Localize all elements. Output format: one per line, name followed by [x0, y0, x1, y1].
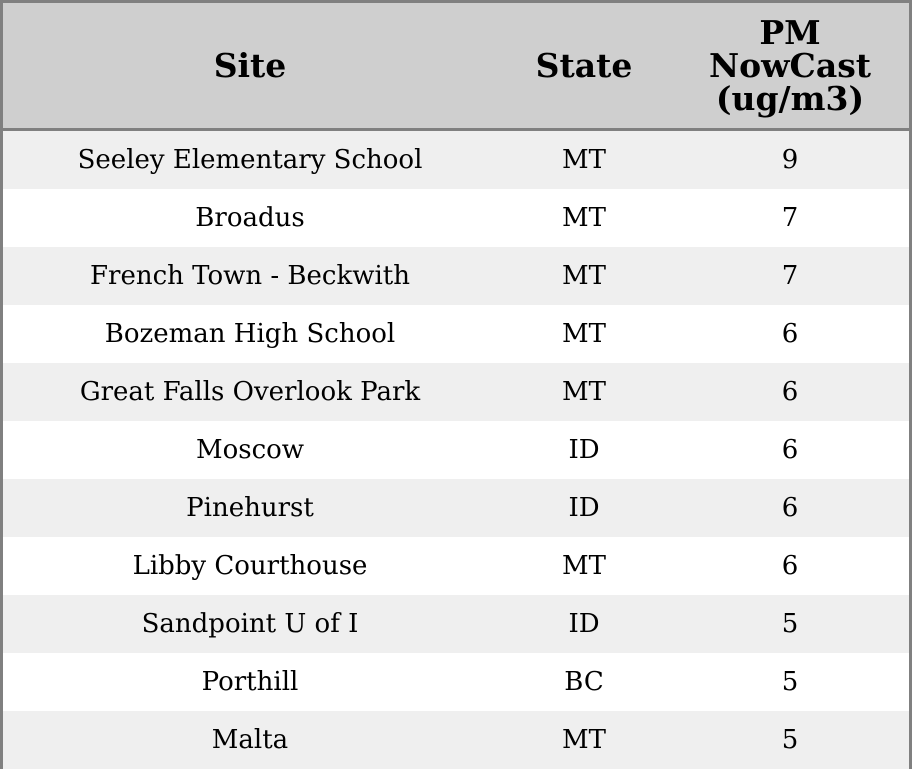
state-cell: MT — [497, 305, 671, 363]
table-body — [3, 130, 909, 769]
table-row — [3, 363, 909, 421]
pm-value-cell: 7 — [671, 189, 909, 247]
pm-value-cell: 6 — [671, 421, 909, 479]
state-cell: MT — [497, 189, 671, 247]
pm-value-cell: 6 — [671, 305, 909, 363]
pm-value-cell: 6 — [671, 363, 909, 421]
state-cell: MT — [497, 130, 671, 190]
pm-value-cell: 7 — [671, 247, 909, 305]
column-header-pm-line-3: (ug/m3) — [715, 79, 865, 118]
state-cell: ID — [497, 595, 671, 653]
header-row — [3, 3, 909, 130]
column-header-site: Site — [3, 3, 497, 130]
table-header — [3, 3, 909, 130]
column-header-pm-line-1: PM — [759, 13, 821, 52]
table-row — [3, 711, 909, 769]
pm-value-cell: 5 — [671, 711, 909, 769]
state-cell: MT — [497, 247, 671, 305]
pm-value-cell: 6 — [671, 479, 909, 537]
table-row — [3, 130, 909, 190]
table-row — [3, 189, 909, 247]
site-cell: Broadus — [3, 189, 497, 247]
state-cell: MT — [497, 363, 671, 421]
state-cell: BC — [497, 653, 671, 711]
table-row — [3, 537, 909, 595]
table-row — [3, 653, 909, 711]
site-cell: Bozeman High School — [3, 305, 497, 363]
site-cell: Libby Courthouse — [3, 537, 497, 595]
site-cell: Porthill — [3, 653, 497, 711]
table-row — [3, 421, 909, 479]
site-cell: Great Falls Overlook Park — [3, 363, 497, 421]
state-cell: ID — [497, 421, 671, 479]
pm-value-cell: 6 — [671, 537, 909, 595]
site-cell: Moscow — [3, 421, 497, 479]
site-cell: Sandpoint U of I — [3, 595, 497, 653]
table-row — [3, 595, 909, 653]
site-cell: Malta — [3, 711, 497, 769]
column-header-pm-line-2: NowCast — [708, 46, 872, 85]
pm-value-cell: 9 — [671, 130, 909, 190]
state-cell: MT — [497, 711, 671, 769]
pm-table — [3, 3, 909, 769]
table-row — [3, 479, 909, 537]
table-row — [3, 305, 909, 363]
column-header-pm-nowcast — [671, 3, 909, 130]
state-cell: MT — [497, 537, 671, 595]
site-cell: Seeley Elementary School — [3, 130, 497, 190]
pm-value-cell: 5 — [671, 595, 909, 653]
column-header-state: State — [497, 3, 671, 130]
site-cell: Pinehurst — [3, 479, 497, 537]
table-row — [3, 247, 909, 305]
site-cell: French Town - Beckwith — [3, 247, 497, 305]
state-cell: ID — [497, 479, 671, 537]
pm-value-cell: 5 — [671, 653, 909, 711]
